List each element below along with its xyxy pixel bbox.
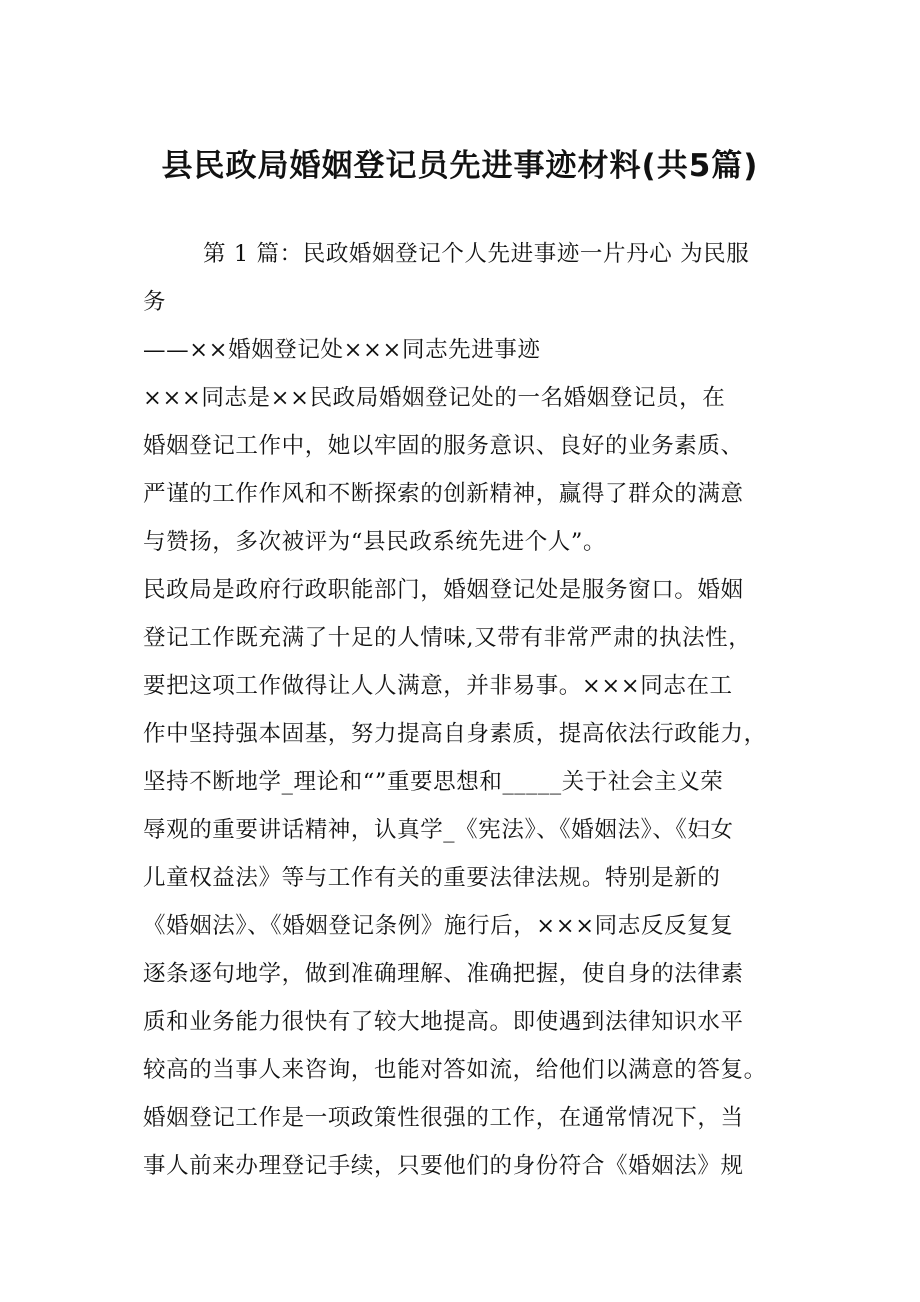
text-line: 登记工作既充满了十足的人情味,又带有非常严肃的执法性，	[143, 625, 752, 651]
text-line: ×××同志是××民政局婚姻登记处的一名婚姻登记员，在	[143, 385, 726, 411]
text-line: 事人前来办理登记手续，只要他们的身份符合《婚姻法》规	[143, 1153, 744, 1179]
text-line: 要把这项工作做得让人人满意，并非易事。×××同志在工	[143, 673, 733, 699]
document-title: 县民政局婚姻登记员先进事迹材料(共5篇)	[161, 148, 759, 184]
text-line: 《婚姻法》、《婚姻登记条例》施行后，×××同志反反复复	[143, 913, 734, 939]
text-line-subtitle: ——××婚姻登记处×××同志先进事迹	[143, 337, 541, 363]
text-line: 质和业务能力很快有了较大地提高。即使遇到法律知识水平	[143, 1009, 744, 1035]
text-line: 婚姻登记工作中，她以牢固的服务意识、良好的业务素质、	[143, 433, 744, 459]
text-line: 民政局是政府行政职能部门，婚姻登记处是服务窗口。婚姻	[143, 577, 744, 603]
text-line: 作中坚持强本固基，努力提高自身素质，提高依法行政能力，	[143, 721, 767, 747]
text-line: 严谨的工作作风和不断探索的创新精神，赢得了群众的满意	[143, 481, 744, 507]
text-line: 坚持不断地学_理论和“”重要思想和_____关于社会主义荣	[143, 769, 724, 795]
document-body	[143, 230, 781, 1190]
text-line-chapter-heading: 第 1 篇：民政婚姻登记个人先进事迹一片丹心 为民服	[203, 241, 750, 267]
text-line: 与赞扬，多次被评为“县民政系统先进个人”。	[143, 529, 607, 555]
text-line: 务	[143, 289, 167, 315]
text-line: 婚姻登记工作是一项政策性很强的工作，在通常情况下，当	[143, 1105, 744, 1131]
text-line: 儿童权益法》等与工作有关的重要法律法规。特别是新的	[143, 865, 721, 891]
text-line: 逐条逐句地学，做到准确理解、准确把握，使自身的法律素	[143, 961, 744, 987]
text-line: 辱观的重要讲话精神，认真学_《宪法》、《婚姻法》、《妇女	[143, 817, 734, 843]
text-line: 较高的当事人来咨询，也能对答如流，给他们以满意的答复。	[143, 1057, 767, 1083]
